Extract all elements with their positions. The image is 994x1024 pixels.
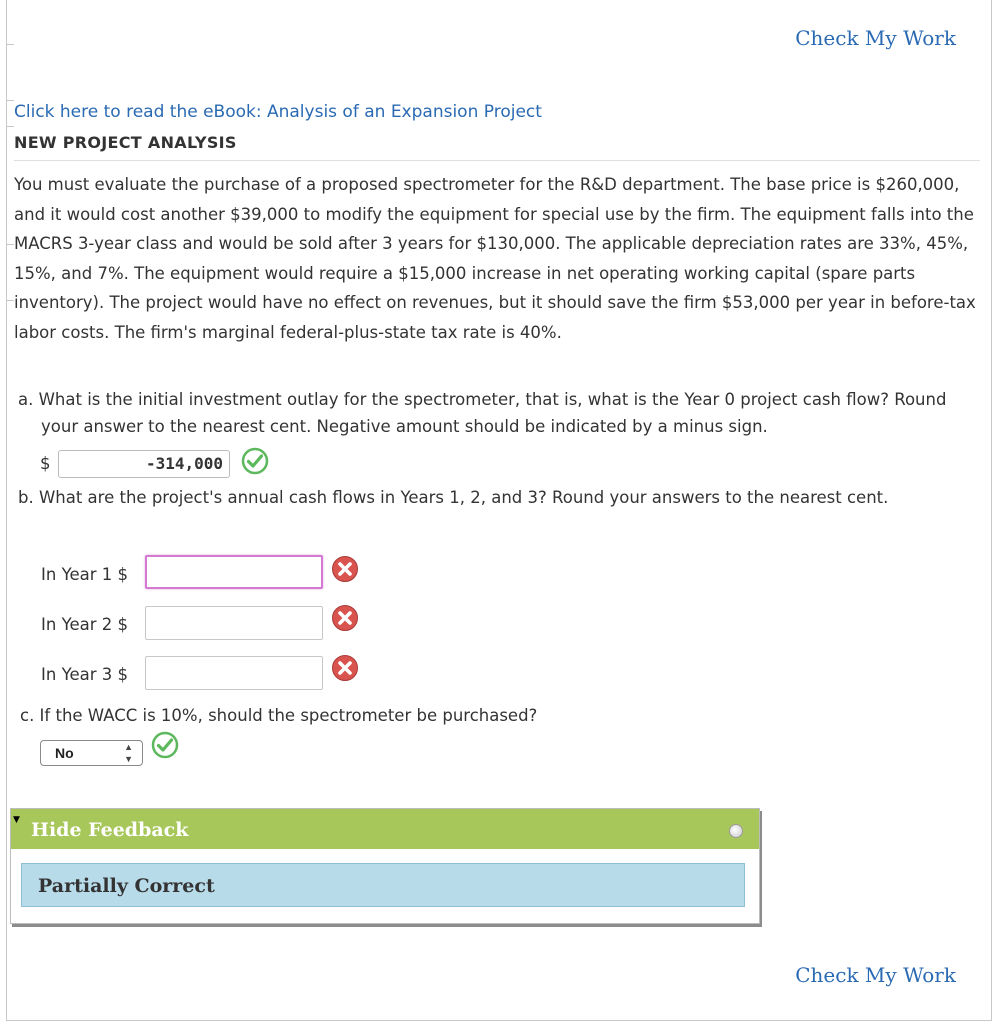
frame-tick	[7, 44, 14, 45]
frame-tick	[7, 244, 14, 245]
incorrect-x-icon	[330, 554, 360, 584]
incorrect-x-icon	[330, 653, 360, 683]
frame-tick	[7, 100, 14, 101]
feedback-panel	[10, 808, 760, 924]
question-c-text: c. If the WACC is 10%, should the spectrometer be purchased?	[20, 706, 538, 725]
year3-label: In Year 3 $	[41, 665, 128, 684]
check-my-work-link-top[interactable]: Check My Work	[795, 26, 956, 50]
check-my-work-link-bottom[interactable]: Check My Work	[795, 963, 956, 987]
feedback-result-text: Partially Correct	[38, 875, 215, 897]
question-a	[18, 386, 978, 440]
hide-feedback-label: Hide Feedback	[31, 819, 189, 841]
year1-cash-flow-input[interactable]	[145, 555, 323, 589]
year2-cash-flow-input[interactable]	[145, 606, 323, 640]
correct-check-icon	[150, 730, 180, 760]
feedback-dot-icon	[729, 824, 743, 838]
ebook-link[interactable]: Click here to read the eBook: Analysis of an Expansion Project	[14, 102, 542, 122]
correct-check-icon	[240, 446, 270, 476]
year2-label: In Year 2 $	[41, 615, 128, 634]
question-b-text: b. What are the project's annual cash flows in Years 1, 2, and 3? Round your answers to the nearest cent.	[18, 488, 889, 507]
year1-label: In Year 1 $	[41, 565, 128, 584]
section-title: NEW PROJECT ANALYSIS	[14, 133, 237, 152]
hide-feedback-toggle[interactable]	[11, 809, 759, 849]
frame-tick	[7, 126, 14, 127]
feedback-result	[21, 863, 745, 907]
year3-cash-flow-input[interactable]	[145, 656, 323, 690]
question-a-text: a. What is the initial investment outlay for the spectrometer, that is, what is the Year 0 project cash flow? Round your answer to the nearest cent. Negative amount should be indicated by a minus sign.	[18, 390, 947, 436]
currency-sign: $	[40, 454, 51, 473]
divider	[14, 160, 980, 161]
select-value: No	[55, 745, 74, 761]
incorrect-x-icon	[330, 603, 360, 633]
question-b	[18, 484, 978, 511]
year0-answer-field[interactable]: -314,000	[58, 450, 230, 478]
collapse-triangle-icon: ▼	[13, 815, 20, 825]
problem-statement: You must evaluate the purchase of a proposed spectrometer for the R&D department. The base price is $260,000, and it would cost another $39,000 to modify the equipment for special use by the firm. The equipment falls into the MACRS 3-year class and would be sold after 3 years for $130,000. The applicable depreciation rates are 33%, 45%, 15%, and 7%. The equipment would require a $15,000 increase in net operating working capital (spare parts inventory). The project would have no effect on revenues, but it should save the firm $53,000 per year in before-tax labor costs. The firm's marginal federal-plus-state tax rate is 40%.	[14, 175, 976, 342]
select-arrows-icon: ▲ ▼	[124, 742, 133, 764]
frame-tick	[7, 300, 14, 301]
purchase-decision-select[interactable]	[40, 740, 143, 766]
